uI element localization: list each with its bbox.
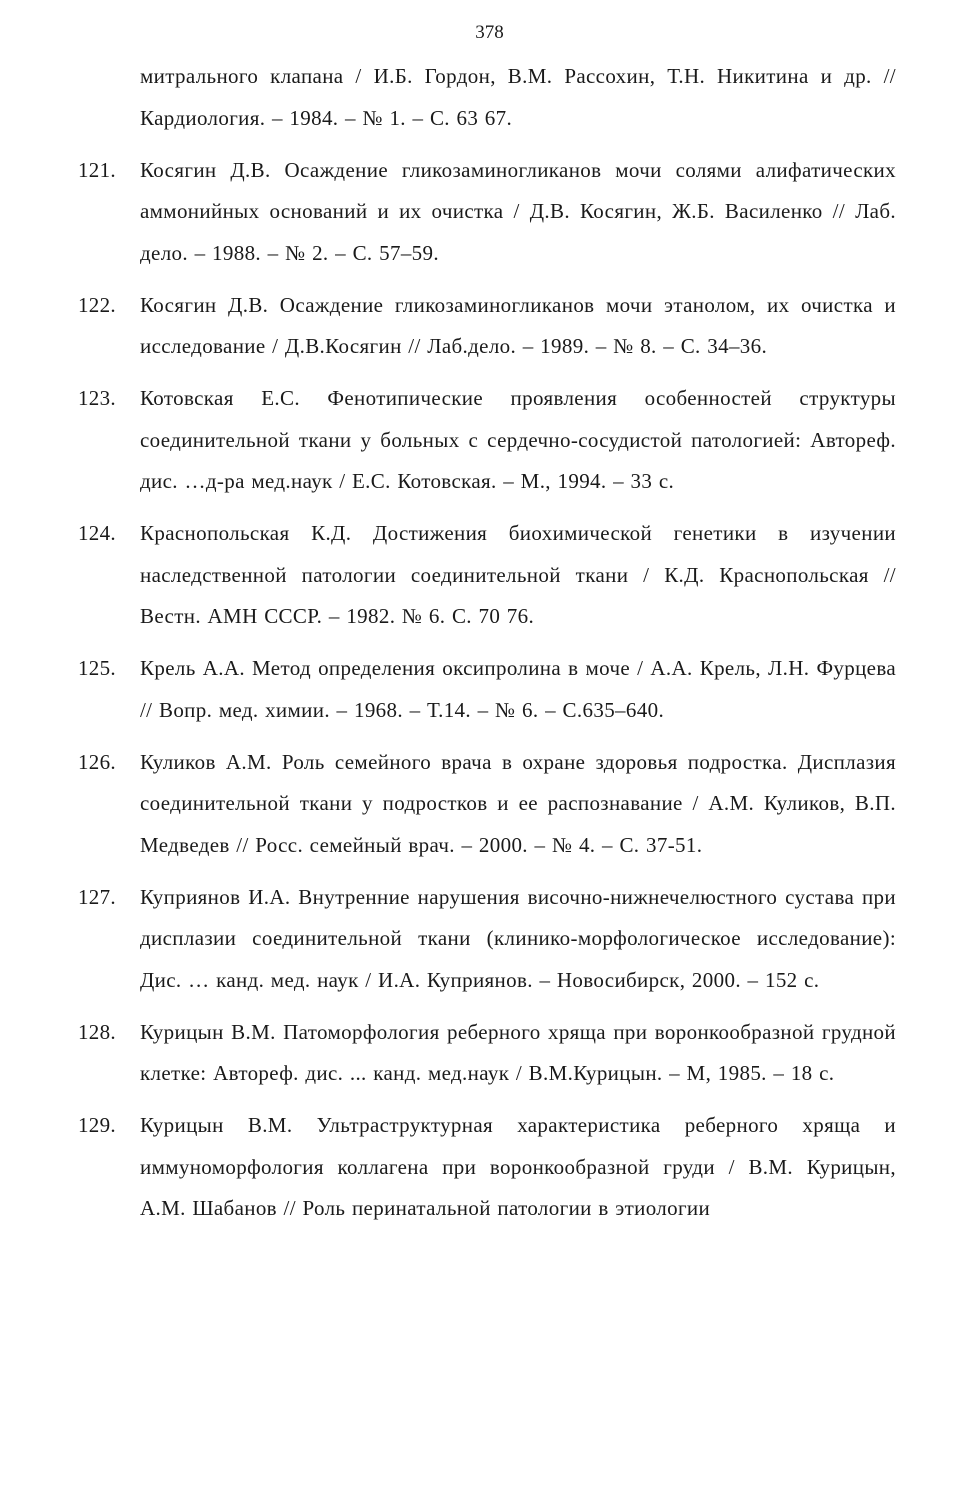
reference-text: Краснопольская К.Д. Достижения биохимической генетики в изучении наследственной патологии соединительной ткани / К.Д. Краснопольская // Вестн. АМН СССР. – 1982. № 6. С. 70 76. xyxy=(140,521,896,628)
reference-text: Куприянов И.А. Внутренние нарушения височно-нижнечелюстного сустава при дисплазии соединительной ткани (клинико-морфологическое исследование): Дис. … канд. мед. наук / И.А. Куприянов. – Новосибирск, 2000. – 152 с. xyxy=(140,884,896,992)
reference-text: митрального клапана / И.Б. Гордон, В.М. Рассохин, Т.Н. Никитина и др. // Кардиология. – 1984. – № 1. – С. 63 67. xyxy=(140,64,896,130)
reference-number: 124. xyxy=(78,521,116,545)
reference-text: Курицын В.М. Патоморфология реберного хряща при воронкообразной грудной клетке: Автореф. дис. ... канд. мед.наук / В.М.Курицын. – М, 1985. – 18 с. xyxy=(140,1019,896,1085)
page-number: 378 xyxy=(475,22,504,43)
reference-text: Куликов А.М. Роль семейного врача в охране здоровья подростка. Дисплазия соединительной ткани у подростков и ее распознавание / А.М. Куликов, В.П. Медведев // Росс. семейный врач. – 2000. – № 4. – С. 37-51. xyxy=(140,749,896,857)
reference-number: 123. xyxy=(78,386,116,410)
reference-item xyxy=(78,150,896,275)
reference-text: Косягин Д.В. Осаждение гликозаминогликанов мочи этанолом, их очистка и исследование / Д.В.Косягин // Лаб.дело. – 1989. – № 8. – С. 34–36. xyxy=(140,292,896,358)
reference-number: 129. xyxy=(78,1113,116,1137)
reference-number: 121. xyxy=(78,157,116,182)
reference-item xyxy=(78,1012,896,1095)
reference-number: 128. xyxy=(78,1019,116,1044)
reference-number: 127. xyxy=(78,884,116,909)
reference-item xyxy=(78,742,896,867)
reference-number: 122. xyxy=(78,292,116,317)
reference-item xyxy=(78,378,896,503)
reference-item xyxy=(78,56,896,139)
reference-list xyxy=(78,56,896,1240)
reference-text: Крель А.А. Метод определения оксипролина в моче / А.А. Крель, Л.Н. Фурцева // Вопр. мед. химии. – 1968. – Т.14. – № 6. – С.635–640. xyxy=(140,656,896,722)
reference-item xyxy=(78,1105,896,1230)
reference-text: Котовская Е.С. Фенотипические проявления особенностей структуры соединительной ткани у больных с сердечно-сосудистой патологией: Автореф. дис. …д-ра мед.наук / Е.С. Котовская. – М., 1994. – 33 с. xyxy=(140,386,896,493)
reference-number: 125. xyxy=(78,656,116,680)
reference-item xyxy=(78,877,896,1002)
reference-number: 126. xyxy=(78,749,116,774)
reference-item xyxy=(78,648,896,731)
reference-text: Курицын В.М. Ультраструктурная характеристика реберного хряща и иммуноморфология коллагена при воронкообразной груди / В.М. Курицын, А.М. Шабанов // Роль перинатальной патологии в этиологии xyxy=(140,1113,896,1220)
reference-text: Косягин Д.В. Осаждение гликозаминогликанов мочи солями алифатических аммонийных оснований и их очистка / Д.В. Косягин, Ж.Б. Василенко // Лаб. дело. – 1988. – № 2. – С. 57–59. xyxy=(140,157,896,265)
reference-item xyxy=(78,285,896,368)
reference-item xyxy=(78,513,896,638)
